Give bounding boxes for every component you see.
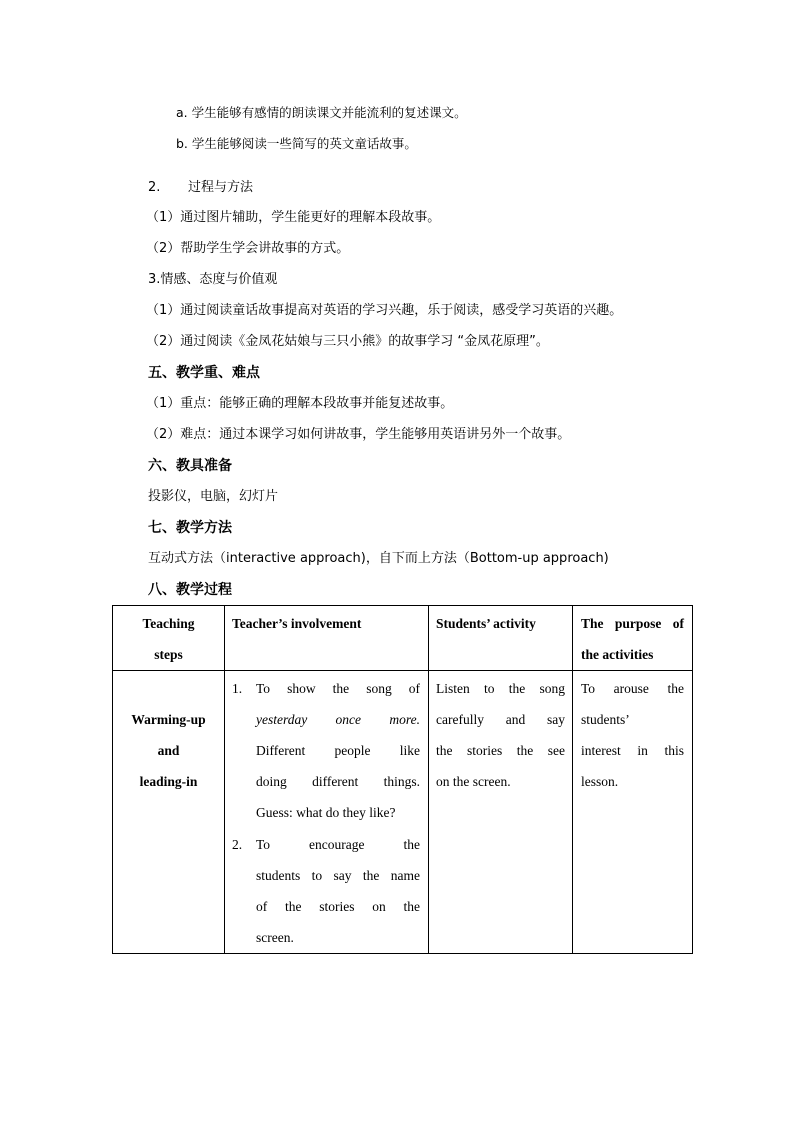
section-5-item-2: （2）难点：通过本课学习如何讲故事，学生能够用英语讲另外一个故事。 (146, 427, 571, 442)
section-7-heading: 七、教学方法 (148, 520, 232, 536)
process-heading: 过程与方法 (188, 180, 254, 195)
section-8-heading: 八、教学过程 (148, 582, 232, 598)
section-5-heading: 五、教学重、难点 (148, 365, 260, 381)
column-divider (572, 606, 573, 953)
objective-a: a. 学生能够有感情的朗读课文并能流利的复述课文。 (176, 105, 467, 120)
header-students-activity: Students’ activity (436, 616, 536, 631)
purpose-cell: To arouse the students’ interest in this lesson. (581, 681, 684, 789)
process-item-1: （1）通过图片辅助，学生能更好的理解本段故事。 (146, 210, 441, 225)
section-7-text: 互动式方法（interactive approach)，自下而上方法（Bottom-up approach) (148, 551, 609, 566)
header-purpose: The purpose of the activities (581, 616, 684, 662)
emotion-item-2: （2）通过阅读《金凤花姑娘与三只小熊》的故事学习 “金凤花原理”。 (146, 334, 549, 349)
teacher-involvement-cell: 1. To show the song of yesterday once more. Different people like doing different things. Guess: what do they like? 2. To encourage the students to say the name of the stories on the screen. (232, 681, 420, 945)
step-warming-up: Warming-up and leading-in (131, 712, 206, 789)
header-teacher-involvement: Teacher’s involvement (232, 616, 362, 631)
emotion-item-1: （1）通过阅读童话故事提高对英语的学习兴趣，乐于阅读，感受学习英语的兴趣。 (146, 303, 623, 318)
column-divider (428, 606, 429, 953)
students-activity-cell: Listen to the song carefully and say the stories the see on the screen. (436, 681, 565, 789)
section-6-heading: 六、教具准备 (148, 458, 232, 474)
section-6-text: 投影仪，电脑，幻灯片 (148, 489, 279, 504)
header-teaching-steps: Teaching steps (142, 616, 195, 662)
objective-b: b. 学生能够阅读一些简写的英文童话故事。 (176, 136, 417, 151)
process-item-2: （2）帮助学生学会讲故事的方式。 (146, 241, 350, 256)
process-number: 2. (148, 180, 161, 195)
section-5-item-1: （1）重点：能够正确的理解本段故事并能复述故事。 (146, 396, 454, 411)
emotion-heading: 3.情感、态度与价值观 (148, 272, 278, 287)
header-divider (113, 670, 692, 671)
column-divider (224, 606, 225, 953)
teaching-process-table (112, 605, 693, 954)
